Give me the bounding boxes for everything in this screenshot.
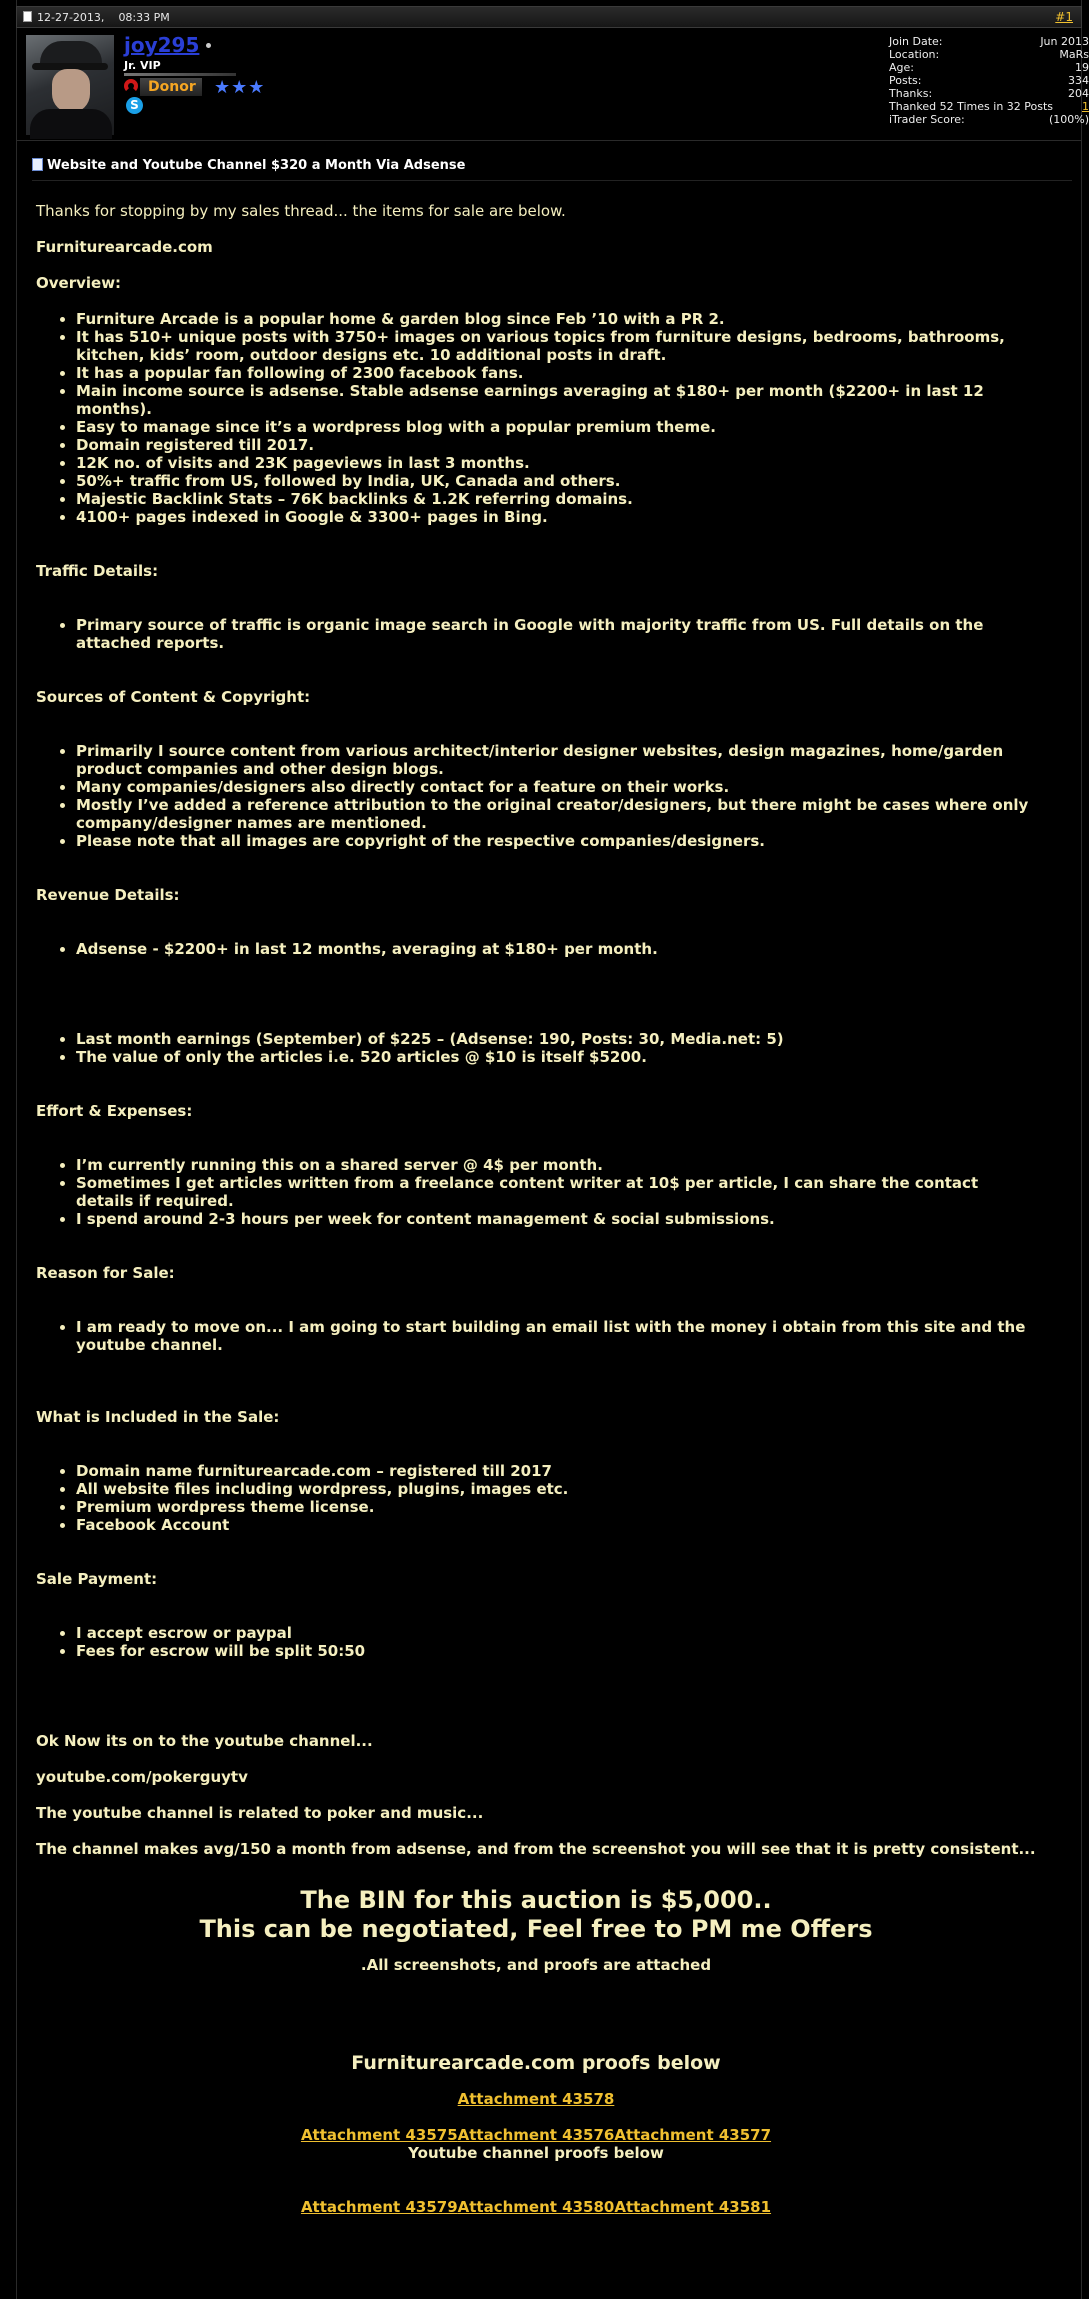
rank-stars-icon: ★★★ bbox=[214, 77, 266, 98]
attachment-link[interactable]: Attachment 43580 bbox=[457, 2198, 615, 2216]
list-item: • Domain name furniturearcade.com – registered till 2017 bbox=[76, 1462, 1036, 1480]
overview-heading: Overview: bbox=[36, 274, 122, 292]
list-item: • All website files including wordpress, plugins, images etc. bbox=[76, 1480, 1036, 1498]
youtube-url: youtube.com/pokerguytv bbox=[36, 1768, 248, 1786]
youtube-earnings: The channel makes avg/150 a month from adsense, and from the screenshot you will see that it is pretty consistent... bbox=[36, 1840, 1036, 1858]
post-header bbox=[16, 6, 1082, 28]
proofs-heading: Furniturearcade.com proofs below bbox=[351, 2052, 721, 2074]
stat-age: Age: 19 bbox=[889, 61, 1089, 74]
revenue-list-a bbox=[36, 940, 1036, 958]
user-rank-bar bbox=[124, 73, 236, 76]
payment-heading: Sale Payment: bbox=[36, 1570, 158, 1588]
list-item: • I am ready to move on... I am going to start building an email list with the money i obtain from this site and the youtube channel. bbox=[76, 1318, 1036, 1354]
site-name: Furniturearcade.com bbox=[36, 238, 213, 256]
sources-list bbox=[36, 742, 1036, 850]
reason-list bbox=[36, 1318, 1036, 1354]
list-item: • It has 510+ unique posts with 3750+ images on various topics from furniture designs, bedrooms, bathrooms, kitchen, kids’ room, outdoor designs etc. 10 additional posts in draft. bbox=[76, 328, 1036, 364]
list-item: • Many companies/designers also directly contact for a feature on their works. bbox=[76, 778, 1036, 796]
skype-icon[interactable]: S bbox=[126, 97, 143, 114]
post-number-link[interactable]: #1 bbox=[1055, 10, 1073, 24]
stat-itrader: iTrader Score: (100%) bbox=[889, 113, 1089, 126]
list-item: • Main income source is adsense. Stable adsense earnings averaging at $180+ per month ($2200+ in last 12 months). bbox=[76, 382, 1036, 418]
revenue-list-b bbox=[36, 1030, 1036, 1066]
reason-heading: Reason for Sale: bbox=[36, 1264, 175, 1282]
list-item: • Please note that all images are copyright of the respective companies/designers. bbox=[76, 832, 1036, 850]
bin-negotiation: This can be negotiated, Feel free to PM me Offers bbox=[199, 1915, 873, 1943]
post-icon bbox=[23, 11, 32, 22]
attachment-link[interactable]: Attachment 43579 bbox=[300, 2198, 458, 2216]
username-link[interactable]: joy295 bbox=[124, 33, 200, 57]
attachment-link[interactable]: Attachment 43581 bbox=[614, 2198, 772, 2216]
post-content bbox=[36, 202, 1036, 2216]
traffic-heading: Traffic Details: bbox=[36, 562, 159, 580]
stat-join-date: Join Date: Jun 2013 bbox=[889, 35, 1089, 48]
youtube-proofs-heading: Youtube channel proofs below bbox=[408, 2144, 664, 2162]
post-date: 12-27-2013, 08:33 PM bbox=[37, 11, 170, 24]
ribbon-icon bbox=[124, 79, 138, 93]
effort-list bbox=[36, 1156, 1036, 1228]
list-item: • Facebook Account bbox=[76, 1516, 1036, 1534]
avatar[interactable] bbox=[26, 35, 114, 135]
list-item: • Sometimes I get articles written from a freelance content writer at 10$ per article, I can share the contact details if required. bbox=[76, 1174, 1036, 1210]
attachment-row-1 bbox=[36, 2126, 1036, 2144]
intro-text: Thanks for stopping by my sales thread... the items for sale are below. bbox=[36, 202, 566, 220]
stat-thanked: Thanked 52 Times in 32 Posts 1 bbox=[889, 100, 1089, 113]
list-item: • Last month earnings (September) of $225 – (Adsense: 190, Posts: 30, Media.net: 5) bbox=[76, 1030, 1036, 1048]
list-item: • 50%+ traffic from US, followed by India, UK, Canada and others. bbox=[76, 472, 1036, 490]
thread-title-icon bbox=[32, 158, 43, 171]
user-title: Jr. VIP bbox=[124, 59, 161, 72]
stat-posts: Posts: 334 bbox=[889, 74, 1089, 87]
donor-label: Donor bbox=[140, 78, 202, 96]
list-item: • 12K no. of visits and 23K pageviews in last 3 months. bbox=[76, 454, 1036, 472]
list-item: • It has a popular fan following of 2300 facebook fans. bbox=[76, 364, 1036, 382]
list-item: • Domain registered till 2017. bbox=[76, 436, 1036, 454]
screenshots-note: .All screenshots, and proofs are attached bbox=[360, 1956, 712, 1974]
stat-thanks: Thanks: 204 bbox=[889, 87, 1089, 100]
effort-heading: Effort & Expenses: bbox=[36, 1102, 193, 1120]
list-item: • Primary source of traffic is organic image search in Google with majority traffic from US. Full details on the attached reports. bbox=[76, 616, 1036, 652]
list-item: • Majestic Backlink Stats – 76K backlinks & 1.2K referring domains. bbox=[76, 490, 1036, 508]
list-item: • I’m currently running this on a shared server @ 4$ per month. bbox=[76, 1156, 1036, 1174]
list-item: • 4100+ pages indexed in Google & 3300+ pages in Bing. bbox=[76, 508, 1036, 526]
online-status-icon bbox=[206, 43, 211, 48]
overview-list bbox=[36, 310, 1036, 526]
attachment-link[interactable]: Attachment 43577 bbox=[614, 2126, 772, 2144]
list-item: • Adsense - $2200+ in last 12 months, averaging at $180+ per month. bbox=[76, 940, 1036, 958]
attachment-link[interactable]: Attachment 43575 bbox=[300, 2126, 458, 2144]
attachment-link[interactable]: Attachment 43576 bbox=[457, 2126, 615, 2144]
included-list bbox=[36, 1462, 1036, 1534]
thread-title: Website and Youtube Channel $320 a Month Via Adsense bbox=[32, 158, 465, 173]
youtube-description: The youtube channel is related to poker and music... bbox=[36, 1804, 484, 1822]
list-item: • Premium wordpress theme license. bbox=[76, 1498, 1036, 1516]
title-divider bbox=[32, 180, 1072, 181]
list-item: • The value of only the articles i.e. 520 articles @ $10 is itself $5200. bbox=[76, 1048, 1036, 1066]
user-stats bbox=[889, 35, 1089, 126]
included-heading: What is Included in the Sale: bbox=[36, 1408, 280, 1426]
list-item: • Mostly I’ve added a reference attribution to the original creator/designers, but there might be cases where only company/designer names are mentioned. bbox=[76, 796, 1036, 832]
attachment-row-2 bbox=[36, 2198, 1036, 2216]
bin-price: The BIN for this auction is $5,000.. bbox=[300, 1886, 772, 1914]
traffic-list bbox=[36, 616, 1036, 652]
thanked-posts-link[interactable]: 1 bbox=[1082, 100, 1089, 113]
list-item: • I spend around 2-3 hours per week for content management & social submissions. bbox=[76, 1210, 1036, 1228]
stat-location: Location: MaRs bbox=[889, 48, 1089, 61]
youtube-intro: Ok Now its on to the youtube channel... bbox=[36, 1732, 373, 1750]
attachment-link[interactable]: Attachment 43578 bbox=[457, 2090, 615, 2108]
sources-heading: Sources of Content & Copyright: bbox=[36, 688, 311, 706]
revenue-heading: Revenue Details: bbox=[36, 886, 180, 904]
list-item: • Fees for escrow will be split 50:50 bbox=[76, 1642, 1036, 1660]
post-time: 08:33 PM bbox=[118, 11, 170, 24]
list-item: • Easy to manage since it’s a wordpress blog with a popular premium theme. bbox=[76, 418, 1036, 436]
list-item: • I accept escrow or paypal bbox=[76, 1624, 1036, 1642]
list-item: • Primarily I source content from various architect/interior designer websites, design magazines, home/garden product companies and other design blogs. bbox=[76, 742, 1036, 778]
user-info bbox=[16, 29, 1089, 141]
list-item: • Furniture Arcade is a popular home & garden blog since Feb ’10 with a PR 2. bbox=[76, 310, 1036, 328]
payment-list bbox=[36, 1624, 1036, 1660]
